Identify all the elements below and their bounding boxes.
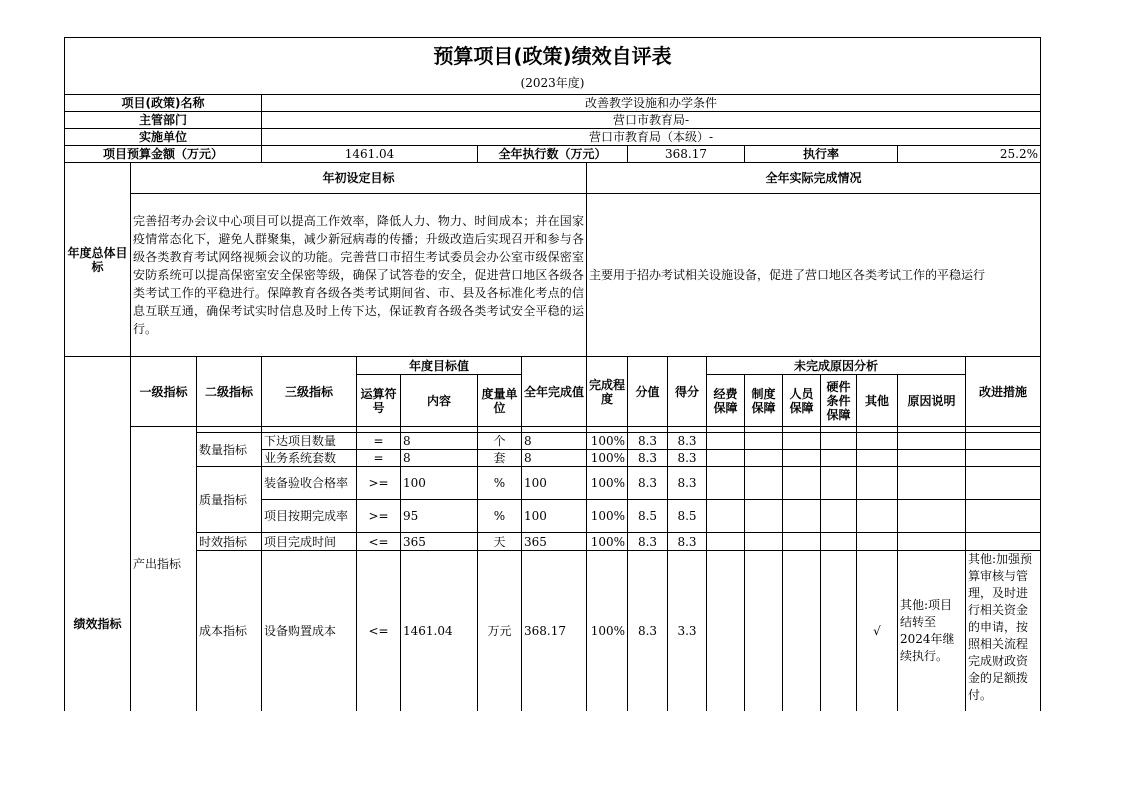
explain-header: 原因说明 [898, 375, 966, 427]
rate-value: 25.2% [898, 146, 1041, 163]
level3-header: 三级指标 [262, 357, 357, 427]
rate-label: 执行率 [745, 146, 898, 163]
executed-label: 全年执行数（万元） [478, 146, 628, 163]
indicator-unit: 个 [478, 433, 522, 450]
indicator-explain [898, 467, 966, 500]
indicator-content: 8 [401, 450, 478, 467]
indicator-weight: 8.3 [628, 433, 668, 450]
level2-header: 二级指标 [197, 357, 262, 427]
indicator-content: 365 [401, 533, 478, 551]
annual-goal-label: 年度总体目标 [65, 163, 131, 357]
set-goal-text: 完善招考办会议中心项目可以提高工作效率，降低人力、物力、时间成本；并在国家疫情常态化下，避免人群聚集，减少新冠病毒的传播；升级改造后实现召开和参与各级各类教育考试网络视频会议的功能。完善营口市招生考试委员会办公室市级保密室安防系统可以提高保密室安全保密等级，确保了试答卷的安全，促进营口地区各级各类考试工作的平稳进行。保障教育各级各类考试期间省、市、县及各标准化考点的信息互联互通，确保考试实时信息及时上传下达，保证教育各级各类考试安全平稳的运行。 [131, 194, 587, 357]
op-header: 运算符号 [357, 375, 401, 427]
indicator-score: 8.3 [668, 467, 707, 500]
indicator-degree: 100% [587, 551, 628, 711]
budget-value: 1461.04 [262, 146, 478, 163]
table-row [65, 533, 1041, 551]
content-header: 内容 [401, 375, 478, 427]
evaluation-sheet [64, 37, 1041, 711]
indicator-op: = [357, 433, 401, 450]
hardware-reason-header: 硬件条件保障 [821, 375, 857, 427]
indicator-name: 装备验收合格率 [262, 467, 357, 500]
indicator-op: <= [357, 551, 401, 711]
indicator-improve [966, 450, 1041, 467]
group-quantity: 数量指标 [197, 433, 262, 467]
indicator-other [857, 433, 898, 450]
indicator-unit: 天 [478, 533, 522, 551]
indicator-name: 项目按期完成率 [262, 500, 357, 533]
evaluation-table [64, 37, 1041, 711]
indicator-name: 下达项目数量 [262, 433, 357, 450]
indicator-done: 365 [522, 533, 587, 551]
indicator-content: 1461.04 [401, 551, 478, 711]
indicator-unit: % [478, 500, 522, 533]
indicator-name: 业务系统套数 [262, 450, 357, 467]
indicator-explain [898, 533, 966, 551]
unit-label: 实施单位 [65, 129, 262, 146]
indicator-degree: 100% [587, 533, 628, 551]
other-reason-header: 其他 [857, 375, 898, 427]
actual-goal-header: 全年实际完成情况 [587, 163, 1041, 194]
performance-indicator-label: 绩效指标 [65, 357, 131, 711]
system-reason-header: 制度保障 [745, 375, 783, 427]
unit-value: 营口市教育局（本级）- [262, 129, 1041, 146]
level1-header: 一级指标 [131, 357, 197, 427]
indicator-degree: 100% [587, 467, 628, 500]
indicator-explain [898, 500, 966, 533]
indicator-done: 100 [522, 500, 587, 533]
indicator-op: >= [357, 467, 401, 500]
indicator-degree: 100% [587, 500, 628, 533]
indicator-unit: 万元 [478, 551, 522, 711]
indicator-improve [966, 533, 1041, 551]
indicator-done: 8 [522, 450, 587, 467]
indicator-explain [898, 450, 966, 467]
table-row [65, 551, 1041, 711]
indicator-done: 8 [522, 433, 587, 450]
indicator-degree: 100% [587, 450, 628, 467]
indicator-other [857, 450, 898, 467]
budget-label: 项目预算金额（万元） [65, 146, 262, 163]
staff-reason-header: 人员保障 [783, 375, 821, 427]
indicator-content: 95 [401, 500, 478, 533]
indicator-score: 8.5 [668, 500, 707, 533]
indicator-content: 8 [401, 433, 478, 450]
dept-label: 主管部门 [65, 112, 262, 129]
indicator-explain: 其他:项目结转至2024年继续执行。 [898, 551, 966, 711]
reason-group-header: 未完成原因分析 [707, 357, 966, 375]
indicator-explain [898, 433, 966, 450]
indicator-unit: % [478, 467, 522, 500]
indicator-weight: 8.5 [628, 500, 668, 533]
degree-header: 完成程度 [587, 357, 628, 427]
page-title: 预算项目(政策)绩效自评表 [65, 38, 1041, 73]
indicator-score: 8.3 [668, 533, 707, 551]
indicator-score: 3.3 [668, 551, 707, 711]
group-cost: 成本指标 [197, 551, 262, 711]
table-row [65, 467, 1041, 500]
indicator-degree: 100% [587, 433, 628, 450]
improve-header: 改进措施 [966, 357, 1041, 427]
group-time: 时效指标 [197, 533, 262, 551]
fund-reason-header: 经费保障 [707, 375, 745, 427]
weight-header: 分值 [628, 357, 668, 427]
indicator-improve [966, 500, 1041, 533]
indicator-op: = [357, 450, 401, 467]
indicator-op: <= [357, 533, 401, 551]
indicator-weight: 8.3 [628, 551, 668, 711]
indicator-op: >= [357, 500, 401, 533]
done-header: 全年完成值 [522, 357, 587, 427]
group-quality: 质量指标 [197, 467, 262, 533]
indicator-unit: 套 [478, 450, 522, 467]
indicator-done: 100 [522, 467, 587, 500]
fiscal-year: (2023年度) [65, 72, 1041, 95]
indicator-improve [966, 433, 1041, 450]
project-name-label: 项目(政策)名称 [65, 95, 262, 112]
indicator-weight: 8.3 [628, 467, 668, 500]
unit-header: 度量单位 [478, 375, 522, 427]
indicator-other [857, 500, 898, 533]
indicator-name: 项目完成时间 [262, 533, 357, 551]
target-group-header: 年度目标值 [357, 357, 522, 375]
indicator-content: 100 [401, 467, 478, 500]
indicator-other [857, 533, 898, 551]
indicator-improve [966, 467, 1041, 500]
indicator-score: 8.3 [668, 433, 707, 450]
score-header: 得分 [668, 357, 707, 427]
output-indicator-label: 产出指标 [131, 427, 197, 711]
indicator-other [857, 467, 898, 500]
indicator-other: √ [857, 551, 898, 711]
set-goal-header: 年初设定目标 [131, 163, 587, 194]
dept-value: 营口市教育局- [262, 112, 1041, 129]
indicator-score: 8.3 [668, 450, 707, 467]
indicator-weight: 8.3 [628, 450, 668, 467]
project-name-value: 改善教学设施和办学条件 [262, 95, 1041, 112]
executed-value: 368.17 [628, 146, 745, 163]
indicator-name: 设备购置成本 [262, 551, 357, 711]
actual-goal-text: 主要用于招办考试相关设施设备，促进了营口地区各类考试工作的平稳运行 [587, 194, 1041, 357]
table-row [65, 433, 1041, 450]
indicator-done: 368.17 [522, 551, 587, 711]
indicator-improve: 其他:加强预算审核与管理，及时进行相关资金的申请，按照相关流程完成财政资金的足额拨付。 [966, 551, 1041, 711]
indicator-weight: 8.3 [628, 533, 668, 551]
